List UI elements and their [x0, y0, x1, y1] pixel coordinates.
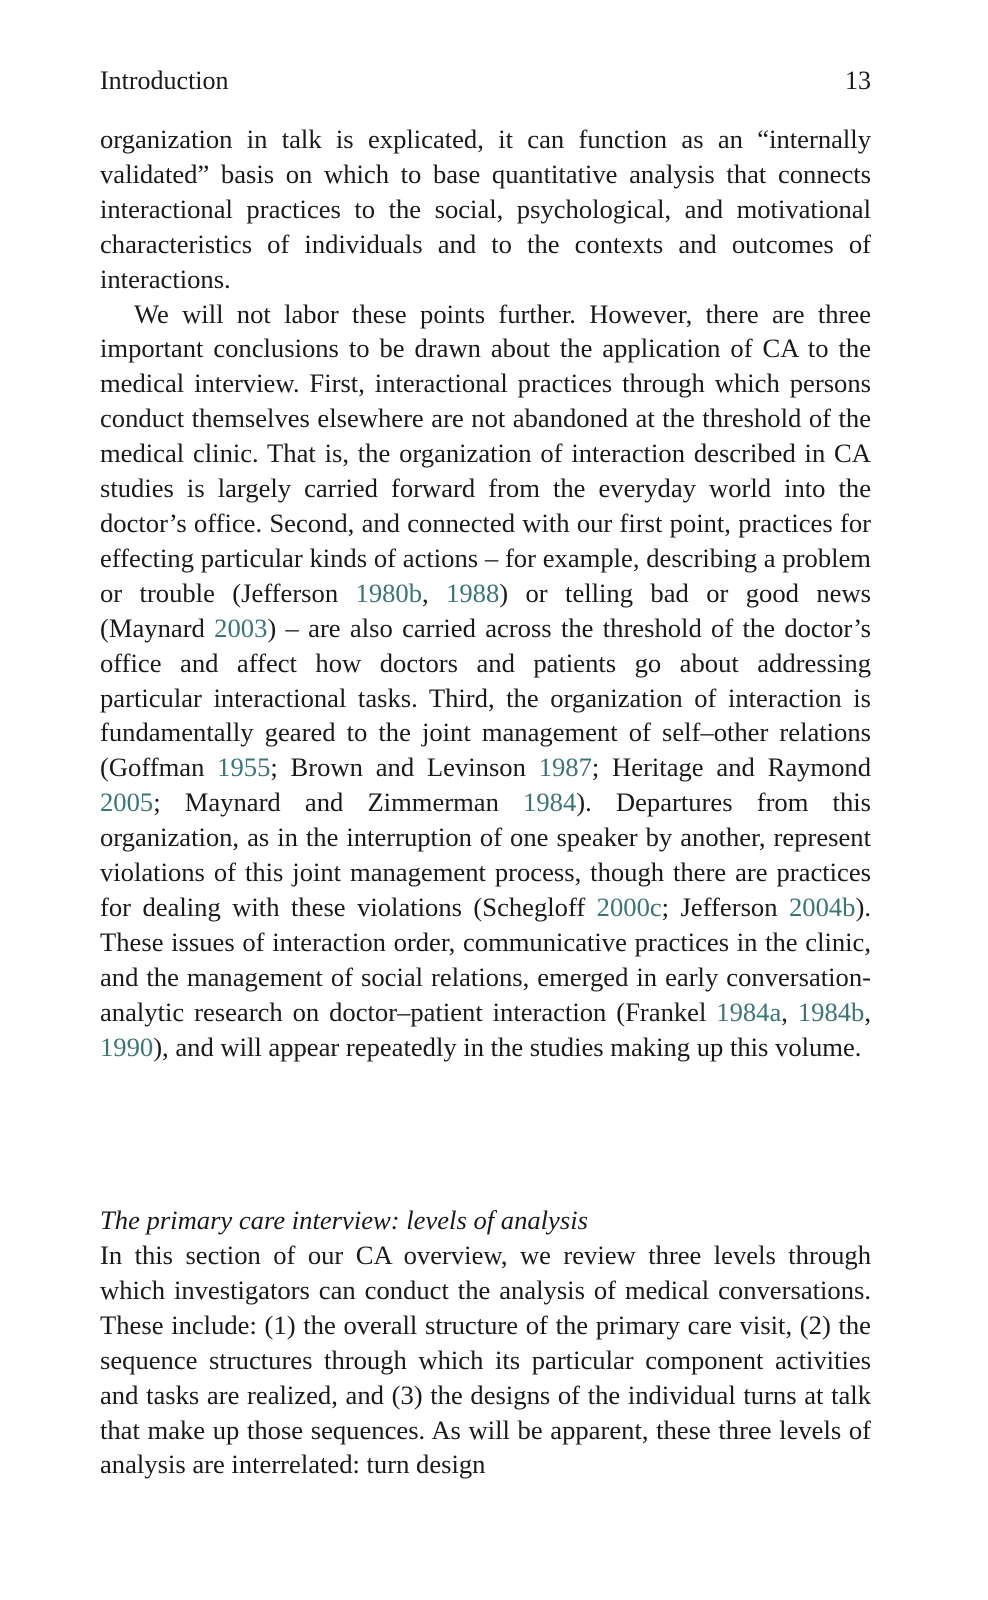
citation-link[interactable]: 2003 [214, 612, 268, 643]
paragraph-1: organization in talk is explicated, it can function as an “internally validated” basis on which to base quantitative analysis that connects interactional practices to the social, psychological, and motivational characteristics of individuals and to the contexts and outcomes of interactions. [100, 124, 871, 294]
citation-link[interactable]: 1980b [355, 577, 423, 608]
text-run: ; Brown and Levinson [270, 752, 539, 783]
citation-link[interactable]: 1984 [523, 787, 577, 818]
text-run: , [781, 996, 798, 1027]
citation-link[interactable]: 1988 [446, 577, 500, 608]
citation-link[interactable]: 1955 [217, 752, 271, 783]
citation-link[interactable]: 1987 [538, 752, 592, 783]
paragraph-2 [100, 297, 871, 1065]
body-text [100, 122, 871, 1064]
text-run: ; Maynard and Zimmerman [153, 787, 524, 818]
running-head: Introduction [100, 66, 229, 95]
text-run: ), and will appear repeatedly in the studies making up this volume. [153, 1031, 862, 1062]
section-heading: The primary care interview: levels of analysis [100, 1205, 588, 1235]
text-run: ; Heritage and Raymond [591, 752, 871, 783]
citation-link[interactable]: 2005 [100, 787, 154, 818]
text-run: , [422, 577, 447, 608]
text-run: , [864, 996, 871, 1027]
section-paragraph: In this section of our CA overview, we review three levels through which investigators can conduct the analysis of medical conversations. These include: (1) the overall structure of the primary care visit, (2) the sequence structures through which its particular component activities and tasks are realized, and (3) the designs of the individual turns at talk that make up those sequences. As will be apparent, these three levels of analysis are interrelated: turn design [100, 1240, 871, 1480]
citation-link[interactable]: 1984a [716, 996, 782, 1027]
citation-link[interactable]: 1990 [100, 1031, 154, 1062]
citation-link[interactable]: 1984b [797, 996, 865, 1027]
text-run: ) or telling bad or good news (Maynard [100, 577, 871, 643]
text-run: ). Departures from this organization, as in the interruption of one speaker by another, represent violations of this joint management process, though there are practices for dealing with these violations (Schegloff [100, 787, 871, 922]
text-run: ). These issues of interaction order, communicative practices in the clinic, and the management of social relations, emerged in early conversation-analytic research on doctor–patient interaction (Frankel [100, 891, 871, 1027]
text-run: ) – are also carried across the threshold of the doctor’s office and affect how doctors and patients go about addressing particular interactional tasks. Third, the organization of interaction is fundamentally geared to the joint management of self–other relations (Goffman [100, 612, 871, 783]
text-run: We will not labor these points further. However, there are three important conclusions to be drawn about the application of CA to the medical interview. First, interactional practices through which persons conduct themselves elsewhere are not abandoned at the threshold of the medical clinic. That is, the organization of interaction described in CA studies is largely carried forward from the everyday world into the doctor’s office. Second, and connected with our first point, practices for effecting particular kinds of actions – for example, describing a problem or trouble (Jefferson [100, 298, 871, 608]
page-number: 13 [845, 66, 871, 95]
running-header [100, 64, 871, 98]
citation-link[interactable]: 2000c [596, 891, 662, 922]
text-run: ; Jefferson [661, 891, 789, 922]
citation-link[interactable]: 2004b [788, 891, 856, 922]
